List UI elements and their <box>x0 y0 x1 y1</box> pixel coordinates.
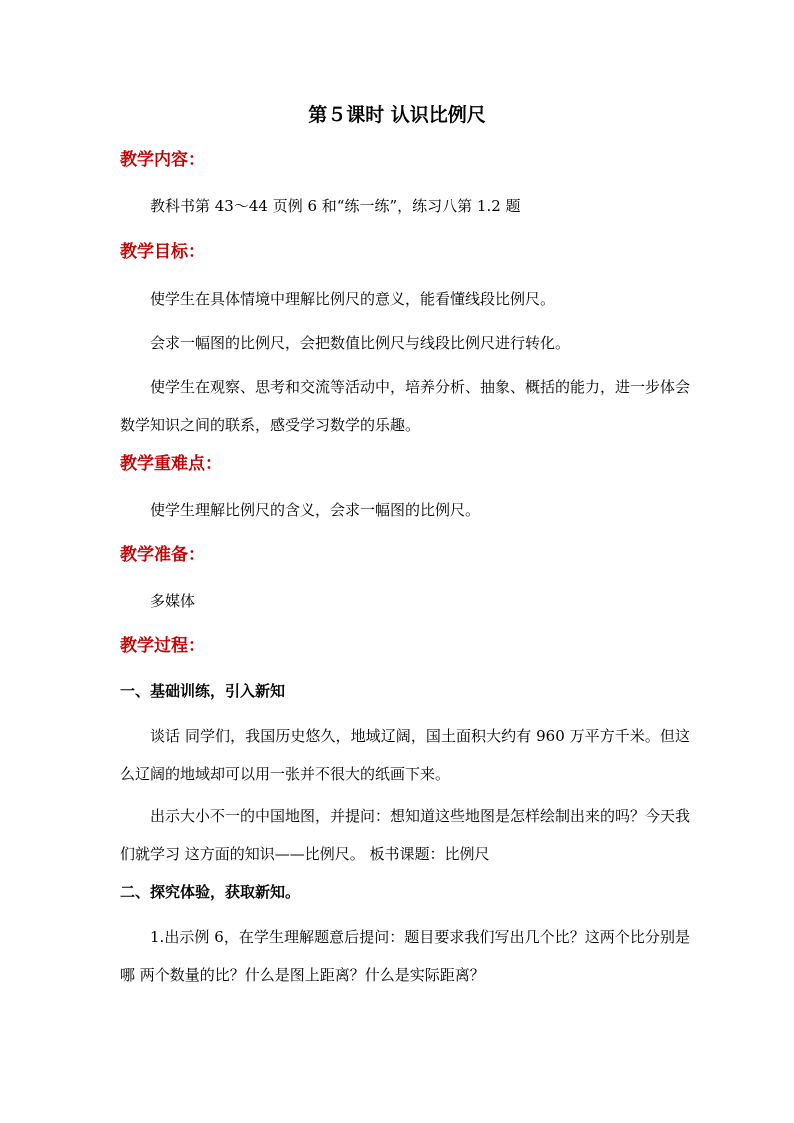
content-paragraph: 教科书第 43～44 页例 6 和“练一练”，练习八第 1.2 题 <box>150 197 521 215</box>
preparation-paragraph: 多媒体 <box>150 592 196 610</box>
key-points-paragraph: 使学生理解比例尺的含义，会求一幅图的比例尺。 <box>150 501 481 519</box>
goal-paragraph-1: 使学生在具体情境中理解比例尺的意义，能看懂线段比例尺。 <box>150 290 556 308</box>
goal-paragraph-2: 会求一幅图的比例尺，会把数值比例尺与线段比例尺进行转化。 <box>150 334 571 352</box>
heading-preparation: 教学准备： <box>120 545 205 565</box>
heading-process: 教学过程： <box>120 636 205 656</box>
part1-paragraph-1: 谈话 同学们，我国历史悠久，地域辽阔，国土面积大约有 960 万平方千米。但这么辽阔的地域却可以用一张并不很大的纸画下来。 <box>120 727 690 783</box>
heading-part-1: 一、基础训练，引入新知 <box>120 682 286 700</box>
part2-paragraph-1: 1.出示例 6，在学生理解题意后提问：题目要求我们写出几个比？这两个比分别是哪 两个数量的比？什么是图上距离？什么是实际距离？ <box>120 928 690 984</box>
part1-paragraph-2: 出示大小不一的中国地图，并提问：想知道这些地图是怎样绘制出来的吗？今天我们就学习 这方面的知识——比例尺。 板书课题：比例尺 <box>120 807 691 863</box>
heading-part-2: 二、探究体验，获取新知。 <box>120 883 301 901</box>
heading-goals: 教学目标： <box>120 242 205 262</box>
page-title: 第５课时 认识比例尺 <box>308 104 486 126</box>
heading-content: 教学内容： <box>120 150 205 170</box>
heading-key-points: 教学重难点： <box>120 454 222 474</box>
goal-paragraph-3: 使学生在观察、思考和交流等活动中，培养分析、抽象、概括的能力，进一步体会数学知识之间的联系，感受学习数学的乐趣。 <box>120 378 691 434</box>
